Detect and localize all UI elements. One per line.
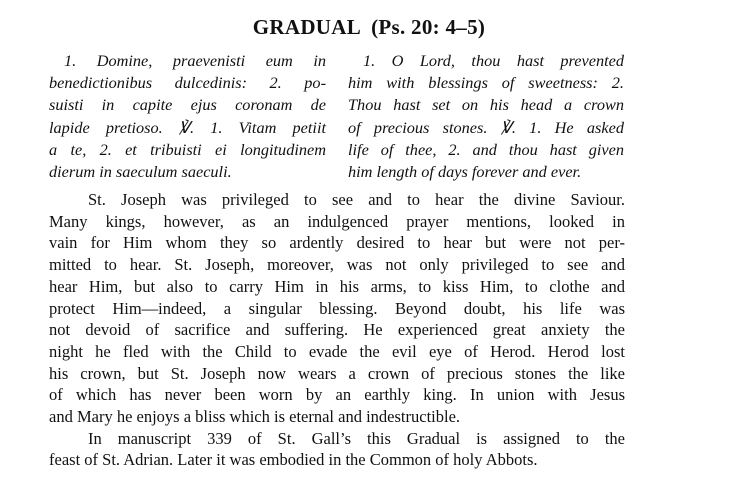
commentary-text — [49, 189, 625, 471]
latin-text-column — [49, 50, 326, 183]
commentary-line: hear Him, but also to carry Him in his arms, to kiss Him, to clothe and — [49, 276, 625, 296]
commentary-line: St. Joseph was privileged to see and to hear the divine Saviour. — [88, 190, 625, 209]
english-line: Thou hast set on his head a crown — [348, 95, 624, 115]
commentary-line: his crown, but St. Joseph now wears a crown of precious stones the like — [49, 363, 625, 383]
latin-line: 1. Domine, praevenisti eum in — [64, 51, 326, 70]
commentary-line: vain for Him whom they so ardently desired to hear but were not per- — [49, 233, 625, 253]
commentary-line: not devoid of sacrifice and suffering. He experienced great anxiety the — [49, 320, 625, 340]
commentary-line: feast of St. Adrian. Later it was embodied in the Common of holy Abbots. — [49, 450, 538, 470]
commentary-line: protect Him—indeed, a singular blessing. Beyond doubt, his life was — [49, 298, 625, 318]
latin-line: suisti in capite ejus coronam de — [49, 95, 326, 115]
english-line: him with blessings of sweetness: 2. — [348, 73, 624, 93]
english-translation-column — [348, 50, 624, 183]
section-heading — [0, 14, 738, 40]
commentary-line: of which has never been worn by an earthly king. In union with Jesus — [49, 385, 625, 405]
commentary-line: mitted to hear. St. Joseph, moreover, was not only privileged to see and — [49, 255, 625, 275]
commentary-line: Many kings, however, as an indulgenced prayer mentions, looked in — [49, 211, 625, 231]
english-line: life of thee, 2. and thou hast given — [348, 139, 624, 159]
latin-line: benedictionibus dulcedinis: 2. po- — [49, 73, 326, 93]
latin-line: lapide pretioso. ℣. 1. Vitam petiit — [49, 117, 326, 137]
commentary-line: and Mary he enjoys a bliss which is eternal and indestructible. — [49, 407, 461, 427]
english-line: of precious stones. ℣. 1. He asked — [348, 117, 624, 137]
latin-line: a te, 2. et tribuisti ei longitudinem — [49, 139, 326, 159]
heading-psalm-reference: (Ps. 20: 4–5) — [371, 15, 486, 39]
heading-title: GRADUAL — [252, 15, 362, 39]
commentary-line: night he fled with the Child to evade the evil eye of Herod. Herod lost — [49, 341, 625, 361]
english-line: him length of days forever and ever. — [348, 162, 582, 182]
commentary-line: In manuscript 339 of St. Gall’s this Gradual is assigned to the — [88, 428, 625, 448]
latin-line: dierum in saeculum saeculi. — [49, 162, 232, 182]
english-line: 1. O Lord, thou hast prevented — [363, 51, 624, 70]
